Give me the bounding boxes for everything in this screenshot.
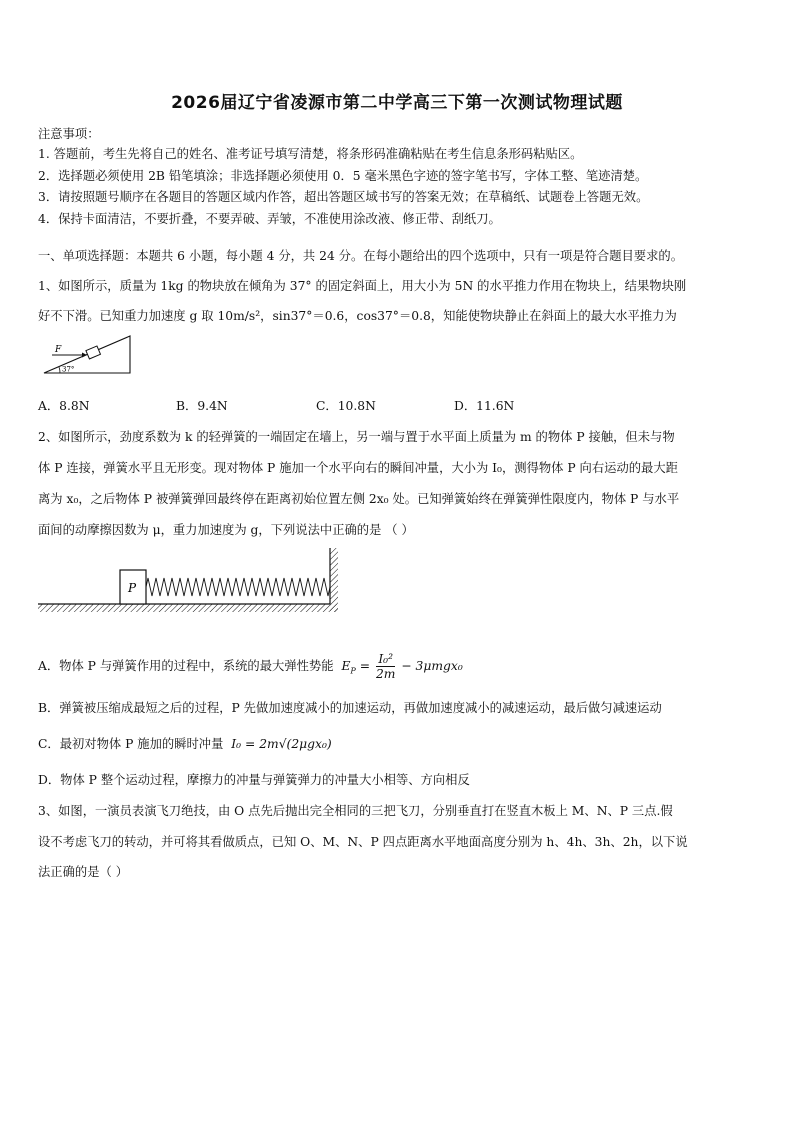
question-3-line: 设不考虑飞刀的转动，并可将其看做质点，已知 O、M、N、P 四点距离水平地面高度分别为 h、4h、3h、2h，以下说: [38, 835, 688, 849]
spring-icon: [146, 578, 330, 596]
option-b[interactable]: B．9.4N: [176, 399, 228, 413]
option-c[interactable]: [38, 734, 332, 752]
notice-item: 4．保持卡面清洁，不要折叠，不要弄破、弄皱，不准使用涂改液、修正带、刮纸刀。: [38, 212, 501, 226]
angle-arc: [59, 367, 60, 373]
option-d[interactable]: D．物体 P 整个运动过程，摩擦力的冲量与弹簧弹力的冲量大小相等、方向相反: [38, 773, 470, 787]
option-b[interactable]: B．弹簧被压缩成最短之后的过程，P 先做加速度减小的加速运动，再做加速度减小的减速运动，最后做匀减速运动: [38, 701, 662, 715]
option-a-text: A．物体 P 与弹簧作用的过程中，系统的最大弹性势能: [38, 659, 334, 673]
question-3-line: 3、如图，一演员表演飞刀绝技，由 O 点先后抛出完全相同的三把飞刀，分别垂直打在竖直木板上 M、N、P 三点.假: [38, 804, 673, 818]
notice-item: 2．选择题必须使用 2B 铅笔填涂；非选择题必须使用 0．5 毫米黑色字迹的签字笔书写，字体工整、笔迹清楚。: [38, 169, 648, 183]
question-1-line: 好不下滑。已知重力加速度 g 取 10m/s²，sin37°＝0.6，cos37°＝0.8，知能使物块静止在斜面上的最大水平推力为: [38, 309, 677, 323]
option-a[interactable]: A．8.8N: [38, 399, 90, 413]
question-2-line: 2、如图所示，劲度系数为 k 的轻弹簧的一端固定在墙上，另一端与置于水平面上质量为 m 的物体 P 接触，但未与物: [38, 430, 675, 444]
page-title: 2026届辽宁省凌源市第二中学高三下第一次测试物理试题: [171, 93, 623, 113]
question-1-line: 1、如图所示，质量为 1kg 的物块放在倾角为 37° 的固定斜面上，用大小为 5N 的水平推力作用在物块上，结果物块刚: [38, 279, 687, 293]
wall-hatch: [330, 548, 338, 612]
notice-item: 3．请按照题号顺序在各题目的答题区域内作答，超出答题区域书写的答案无效；在草稿纸、试题卷上答题无效。: [38, 190, 649, 204]
option-c-formula: I₀ = 2m√(2μgx₀): [231, 737, 332, 751]
notice-heading: 注意事项：: [38, 127, 100, 141]
option-c[interactable]: C．10.8N: [316, 399, 376, 413]
force-label: F: [55, 345, 62, 355]
question-3-line: 法正确的是（ ）: [38, 865, 128, 879]
block-icon: [86, 346, 101, 359]
incline-figure: [38, 333, 134, 379]
option-a-formula: $E_P$ = $\frac{\text{I₀²}}{2m}$ − 3μmgx₀: [341, 652, 463, 681]
question-1-options: [38, 396, 738, 414]
notice-item: 1. 答题前，考生先将自己的姓名、准考证号填写清楚，将条形码准确粘贴在考生信息条形码粘贴区。: [38, 147, 583, 161]
angle-label: 37°: [62, 365, 75, 374]
option-d[interactable]: D．11.6N: [454, 399, 515, 413]
section-heading: 一、单项选择题：本题共 6 小题，每小题 4 分，共 24 分。在每小题给出的四个选项中，只有一项是符合题目要求的。: [38, 249, 683, 263]
ground-hatch: [38, 604, 338, 612]
option-a[interactable]: [38, 652, 463, 681]
block-label: P: [128, 581, 137, 595]
question-2-line: 离为 x₀，之后物体 P 被弹簧弹回最终停在距离初始位置左侧 2x₀ 处。已知弹簧始终在弹簧弹性限度内，物体 P 与水平: [38, 492, 680, 506]
arrow-head-icon: [82, 353, 87, 358]
option-c-text: C．最初对物体 P 施加的瞬时冲量: [38, 737, 224, 751]
question-2-line: 体 P 连接，弹簧水平且无形变。现对物体 P 施加一个水平向右的瞬间冲量，大小为 I₀，测得物体 P 向右运动的最大距: [38, 461, 678, 475]
spring-figure: [38, 546, 343, 618]
question-2-line: 面间的动摩擦因数为 μ，重力加速度为 g，下列说法中正确的是 （ ）: [38, 523, 414, 537]
